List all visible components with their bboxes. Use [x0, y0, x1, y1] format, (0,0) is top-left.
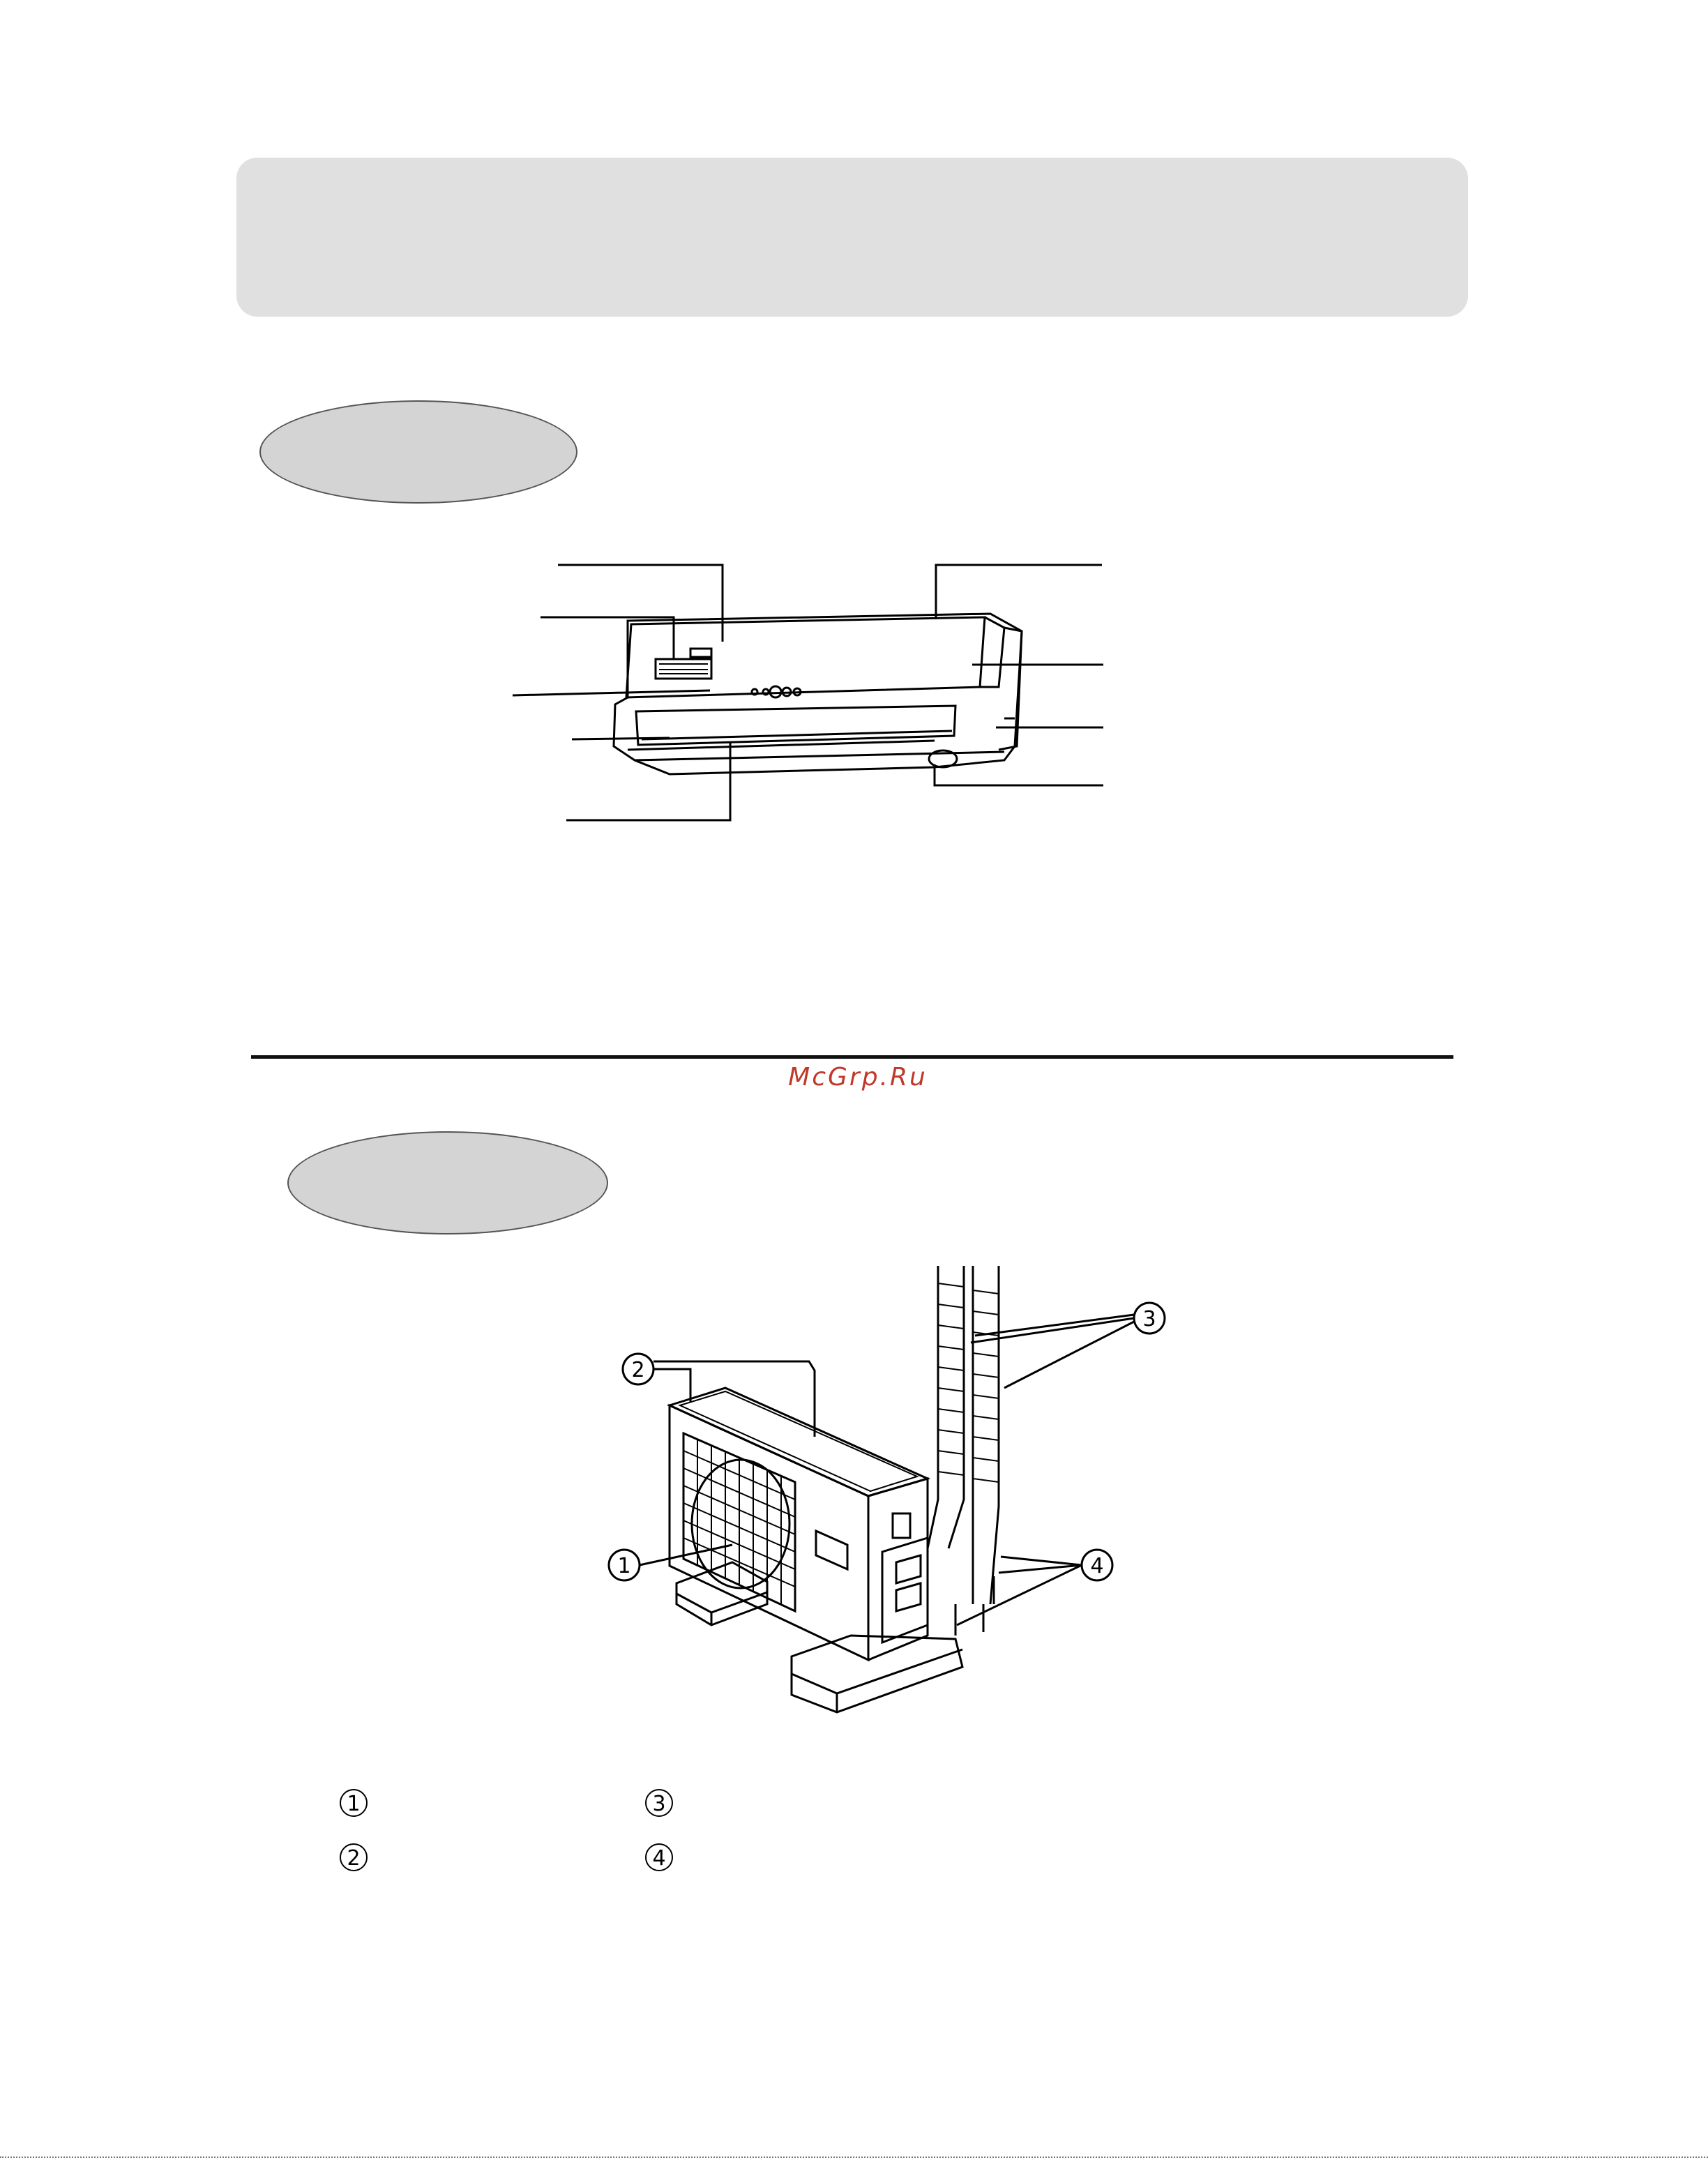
legend-num-1: 1 [340, 1789, 368, 1817]
page-bottom-edge [0, 2157, 1708, 2159]
legend-num-2: 2 [340, 1843, 368, 1871]
legend-num-4: 4 [645, 1843, 673, 1871]
callout-1: 1 [617, 1554, 631, 1578]
outdoor-base-block-right [792, 1636, 962, 1712]
outdoor-front-face [670, 1405, 868, 1660]
watermark-text: McGrp.Ru [788, 1063, 928, 1092]
outdoor-side-face [868, 1479, 928, 1660]
callout-4: 4 [1090, 1554, 1104, 1578]
callout-3: 3 [1142, 1307, 1156, 1331]
legend-num-3: 3 [645, 1789, 673, 1817]
outdoor-fan [692, 1460, 789, 1588]
outdoor-top-panel [670, 1388, 928, 1496]
outdoor-pipe-insulation [928, 1266, 999, 1604]
callout-2: 2 [631, 1358, 645, 1382]
